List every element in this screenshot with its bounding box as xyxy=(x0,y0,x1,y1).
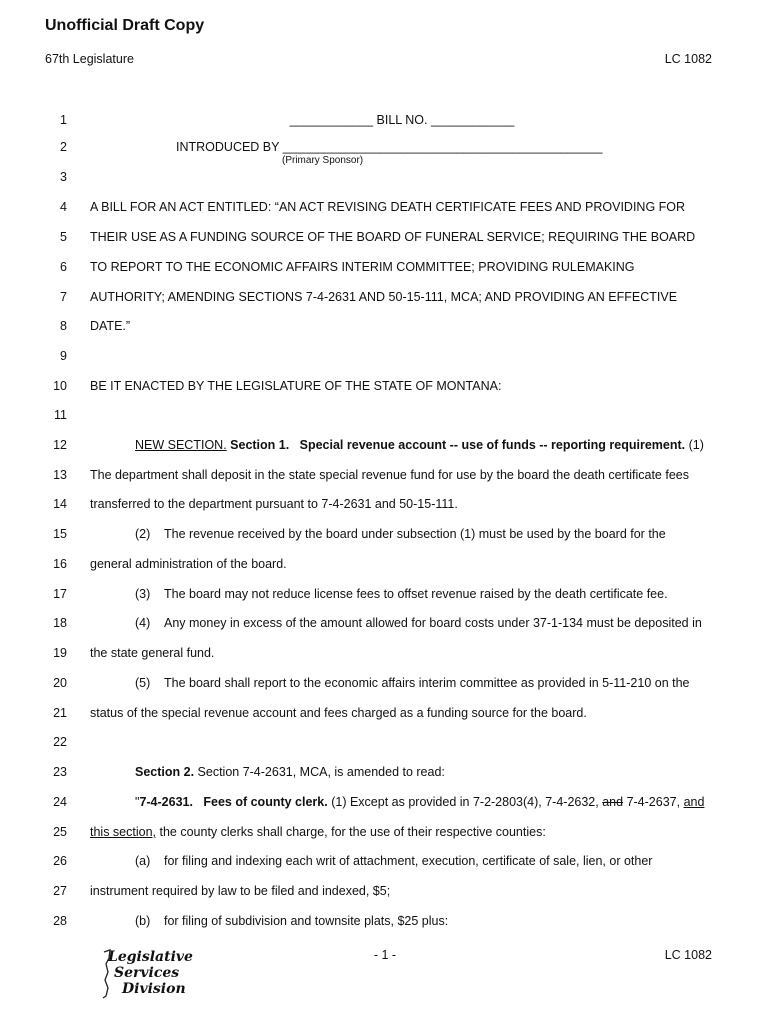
line-text: for filing and indexing each writ of attachment, execution, certificate of sale, lien, or other xyxy=(164,854,653,868)
line-number: 20 xyxy=(53,676,67,690)
subsection-marker: (4) xyxy=(135,616,151,630)
line-text: AUTHORITY; AMENDING SECTIONS 7-4-2631 AND 50-15-111, MCA; AND PROVIDING AN EFFECTIVE xyxy=(90,290,678,304)
struck-text: and xyxy=(602,795,624,809)
line-number: 14 xyxy=(53,497,67,511)
line-number: 26 xyxy=(53,854,67,868)
line-number: 18 xyxy=(53,616,67,630)
section-number: 7-4-2631. xyxy=(139,795,193,809)
line-text: (1) Except as provided in 7-2-2803(4), 7-4-2632, xyxy=(331,795,599,809)
line-text: the state general fund. xyxy=(90,646,215,660)
line-number: 7 xyxy=(60,290,67,304)
line-number: 27 xyxy=(53,884,67,898)
line-number: 17 xyxy=(53,587,67,601)
lc-number-footer: LC 1082 xyxy=(664,948,712,962)
section-heading xyxy=(135,438,704,452)
inserted-text: this section, xyxy=(90,825,157,839)
line-number: 10 xyxy=(53,379,67,393)
line-number: 4 xyxy=(60,200,67,214)
logo-word-legislative: Legislative xyxy=(108,949,193,965)
logo-word-services: Services xyxy=(114,965,180,981)
line-number: 12 xyxy=(53,438,67,452)
line-number: 19 xyxy=(53,646,67,660)
section-heading xyxy=(135,795,704,809)
line-number: 28 xyxy=(53,914,67,928)
inserted-text: and xyxy=(683,795,705,809)
line-number: 1 xyxy=(60,113,67,127)
line-text: Any money in excess of the amount allowed for board costs under 37-1-134 must be deposited in xyxy=(164,616,702,630)
line-number: 22 xyxy=(53,735,67,749)
line-text: The revenue received by the board under subsection (1) must be used by the board for the xyxy=(164,527,666,541)
line-text: THEIR USE AS A FUNDING SOURCE OF THE BOARD OF FUNERAL SERVICE; REQUIRING THE BOARD xyxy=(90,230,696,244)
line-number: 2 xyxy=(60,140,67,154)
line-number: 5 xyxy=(60,230,67,244)
line-text: status of the special revenue account and fees charged as a funding source for the board. xyxy=(90,706,587,720)
line-number: 25 xyxy=(53,825,67,839)
page-number: - 1 - xyxy=(373,948,397,962)
line-text: the county clerks shall charge, for the use of their respective counties: xyxy=(159,825,546,839)
logo-word-division: Division xyxy=(122,981,186,997)
line-number: 6 xyxy=(60,260,67,274)
section-heading xyxy=(135,765,445,779)
subsection-marker: (a) xyxy=(135,854,151,868)
line-number: 8 xyxy=(60,319,67,333)
open-quote: " xyxy=(135,795,140,809)
line-number: 15 xyxy=(53,527,67,541)
line-text: The board shall report to the economic affairs interim committee as provided in 5-11-210 on the xyxy=(164,676,690,690)
line-text: TO REPORT TO THE ECONOMIC AFFAIRS INTERIM COMMITTEE; PROVIDING RULEMAKING xyxy=(90,260,635,274)
line-number: 24 xyxy=(53,795,67,809)
section-label: Section 2. xyxy=(135,765,195,779)
enacting-clause: BE IT ENACTED BY THE LEGISLATURE OF THE STATE OF MONTANA: xyxy=(90,379,502,393)
subsection-marker: (3) xyxy=(135,587,151,601)
legislature-label: 67th Legislature xyxy=(45,52,134,66)
draft-title: Unofficial Draft Copy xyxy=(45,17,205,34)
line-text: 7-4-2637, xyxy=(626,795,681,809)
line-number: 3 xyxy=(60,170,67,184)
line-text-group xyxy=(90,825,546,839)
bill-number-line: ____________ BILL NO. ____________ xyxy=(289,113,515,127)
line-text: A BILL FOR AN ACT ENTITLED: “AN ACT REVISING DEATH CERTIFICATE FEES AND PROVIDING FOR xyxy=(90,200,686,214)
line-text: transferred to the department pursuant to 7-4-2631 and 50-15-111. xyxy=(90,497,458,511)
introduced-by-line: INTRODUCED BY ______________________________________________ xyxy=(176,140,603,154)
line-text: The board may not reduce license fees to offset revenue raised by the death certificate fee. xyxy=(164,587,668,601)
section-label: Section 1. xyxy=(230,438,290,452)
line-text: instrument required by law to be filed and indexed, $5; xyxy=(90,884,391,898)
subsection-marker: (b) xyxy=(135,914,151,928)
line-number: 23 xyxy=(53,765,67,779)
subsection-marker: (2) xyxy=(135,527,151,541)
line-number: 13 xyxy=(53,468,67,482)
line-number: 9 xyxy=(60,349,67,363)
new-section-label: NEW SECTION. xyxy=(135,438,227,452)
line-text: for filing of subdivision and townsite plats, $25 plus: xyxy=(164,914,449,928)
line-text: Section 7-4-2631, MCA, is amended to read: xyxy=(197,765,445,779)
primary-sponsor-label: (Primary Sponsor) xyxy=(282,155,364,166)
section-title: Fees of county clerk. xyxy=(203,795,328,809)
lc-number-header: LC 1082 xyxy=(664,52,712,66)
line-text: general administration of the board. xyxy=(90,557,287,571)
line-number: 21 xyxy=(53,706,67,720)
line-text: The department shall deposit in the state special revenue fund for use by the board the death certificate fees xyxy=(90,468,689,482)
section-title: Special revenue account -- use of funds -- reporting requirement. xyxy=(299,438,686,452)
line-text: DATE.” xyxy=(90,319,131,333)
line-number: 16 xyxy=(53,557,67,571)
line-number: 11 xyxy=(54,408,67,422)
subsection-marker: (5) xyxy=(135,676,151,690)
subsection-marker: (1) xyxy=(688,438,704,452)
